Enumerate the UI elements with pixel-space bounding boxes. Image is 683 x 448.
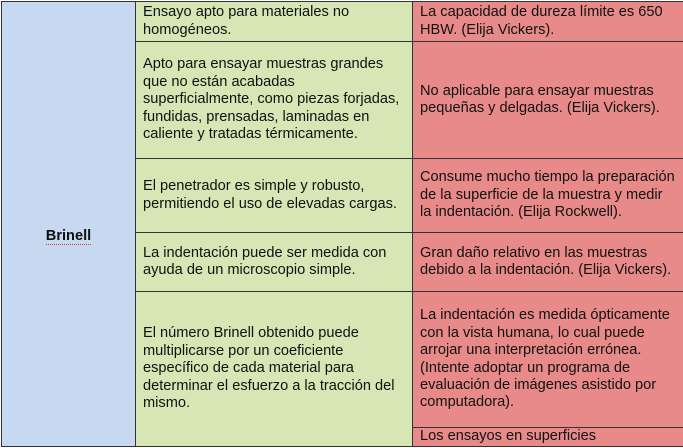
brinell-comparison-table — [1, 1, 683, 447]
table-row — [2, 2, 683, 42]
disadvantage-cell: Consume mucho tiempo la preparación de la superficie de la muestra y medir la indentación. (Elija Rockwell). — [413, 159, 683, 233]
disadvantage-cell: No aplicable para ensayar muestras pequeñas y delgadas. (Elija Vickers). — [413, 42, 683, 159]
disadvantage-cell: Gran daño relativo en las muestras debido a la indentación. (Elija Vickers). — [413, 233, 683, 292]
disadvantage-cell: Los ensayos en superficies — [413, 428, 683, 447]
disadvantage-cell: La capacidad de dureza límite es 650 HBW. (Elija Vickers). — [413, 2, 683, 42]
advantage-cell: Ensayo apto para materiales no homogéneos. — [136, 2, 413, 42]
method-cell — [2, 2, 136, 447]
advantage-cell: La indentación puede ser medida con ayuda de un microscopio simple. — [136, 233, 413, 292]
advantage-cell: El penetrador es simple y robusto, permitiendo el uso de elevadas cargas. — [136, 159, 413, 233]
advantage-cell: El número Brinell obtenido puede multiplicarse por un coeficiente específico de cada material para determinar el esfuerzo a la tracción del mismo. — [136, 292, 413, 447]
disadvantage-cell: La indentación es medida ópticamente con la vista humana, lo cual puede arrojar una interpretación errónea. (Intente adoptar un programa de evaluación de imágenes asistido por computadora). — [413, 292, 683, 428]
advantage-cell: Apto para ensayar muestras grandes que no están acabadas superficialmente, como piezas forjadas, fundidas, prensadas, laminadas en caliente y tratadas térmicamente. — [136, 42, 413, 159]
method-label: Brinell — [45, 227, 92, 244]
